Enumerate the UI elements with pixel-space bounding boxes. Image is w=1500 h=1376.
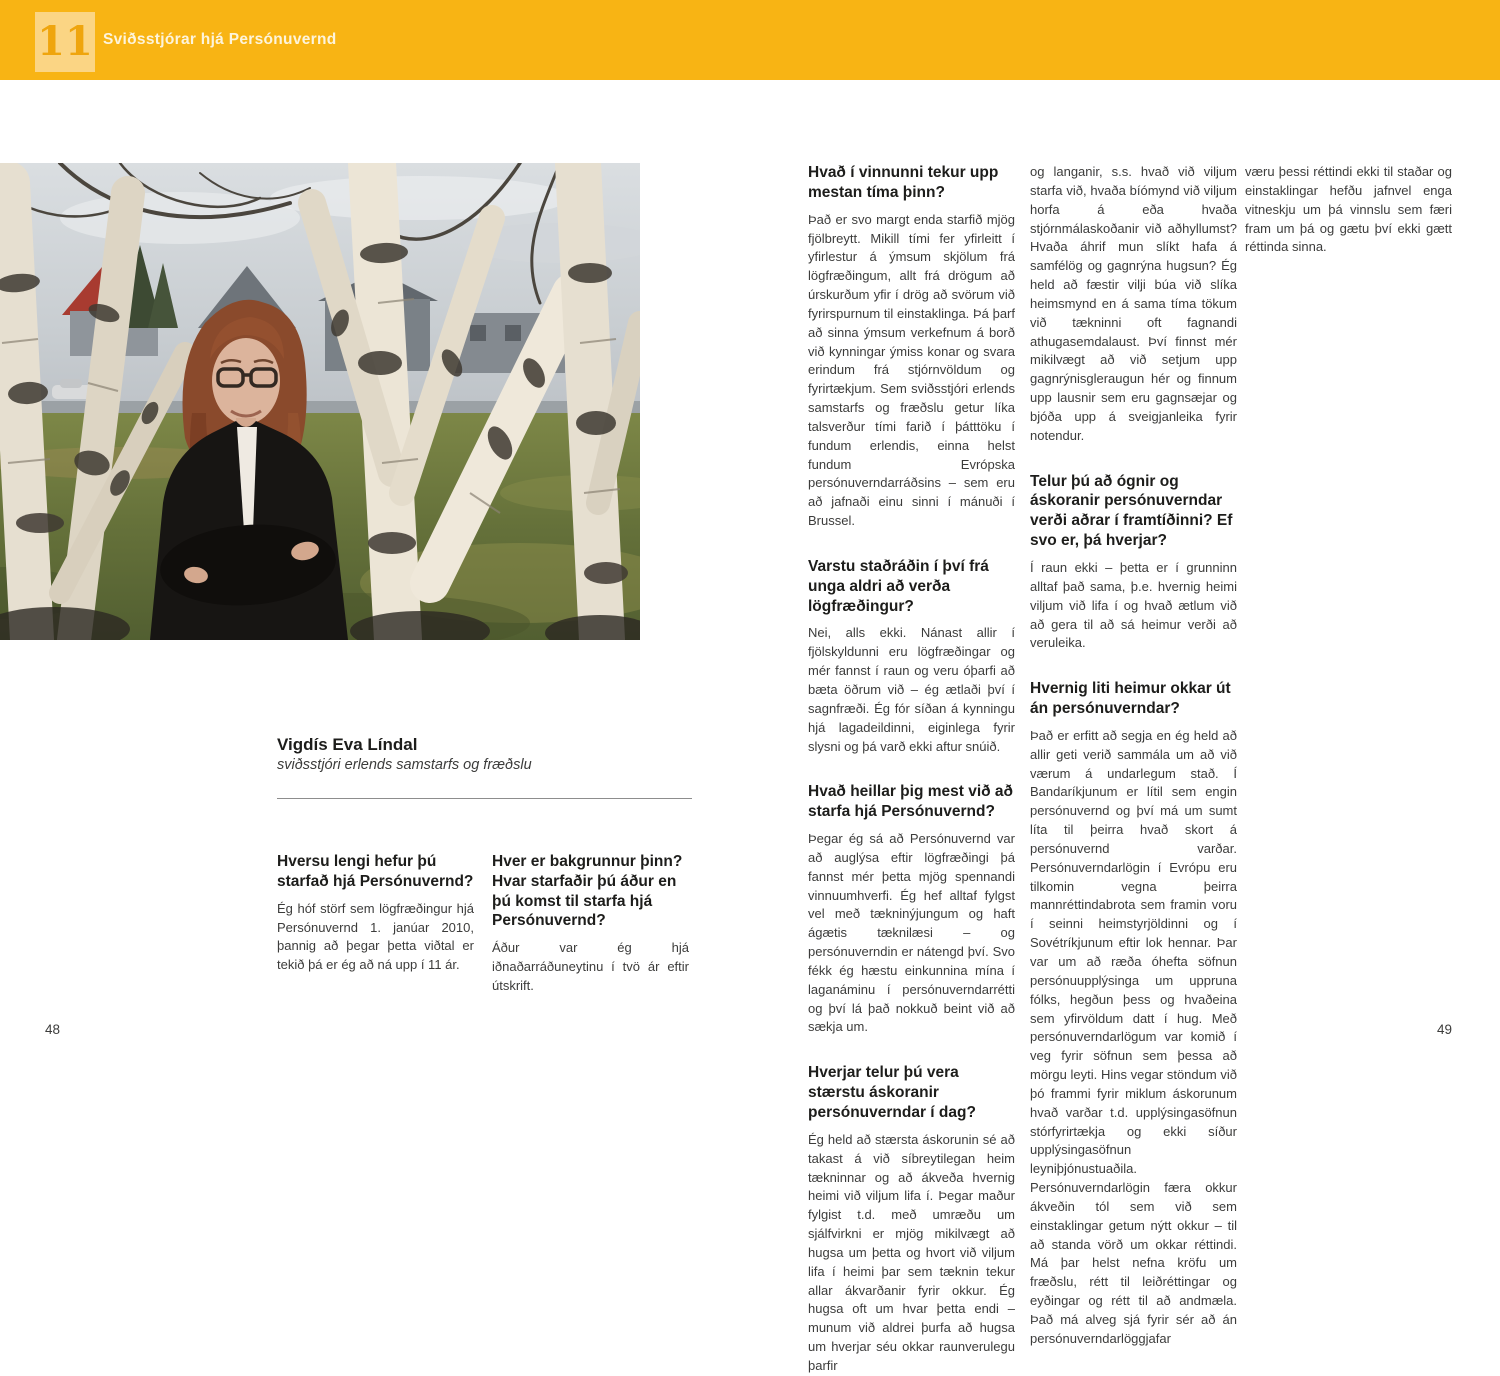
answer-paragraph: Ég held að stærsta áskorunin sé að takast á við síbreytilegan heim tækninnar og að ákveða hvernig heimi við viljum lifa í. Þegar maður fylgist t.d. með umræðu um sjálfvirkni er mjög mikilvægt að hugsa um þetta og hvort við viljum lifa í heimi þar sem tæknin tekur allar ákvarðanir fyrir okkur. Ég hugsa oft um hvar þetta endi – munum við aldrei þurfa að hugsa um hverjar séu okkar raunverulegu þarfir [808,1131,1015,1373]
qa-column-right-1 [808,163,1015,1376]
qa-column-right-2 [1030,163,1237,1349]
qa-column-right-3 [1245,163,1452,257]
question-heading: Varstu staðráðin í því frá unga aldri að verða lögfræðingur? [808,558,989,615]
person-name: Vigdís Eva Líndal [277,735,418,754]
question-heading: Hvernig liti heimur okkar út án persónuverndar? [1030,680,1231,718]
answer-paragraph: og langanir, s.s. hvað við viljum starfa við, hvaða bíómynd við viljum horfa á eða hvaða stjórnmálaskoðanir við aðhyllumst? Hvaða áhrif mun slíkt hafa á samfélög og gagnrýna hugsun? Ég held að fæstir vilji búa við slíka heimsmynd en á sama tíma tökum við tækninni oft fagnandi athugasemdalaust. Því finnst mér mikilvægt að við setjum upp gagnrýnisgleraugun hér og finnum upp lausnir sem eru gagnsæjar og bjóða upp á sveigjanleika fyrir notendur. [1030,164,1237,443]
portrait-photo-illustration [0,163,640,640]
person-role: sviðsstjóri erlends samstarfs og fræðslu [277,757,532,774]
answer-paragraph: Í raun ekki – þetta er í grunninn alltaf það sama, þ.e. hvernig heimi viljum við lifa í og hvað ætlum við að gera til að sá heimur verði að veruleika. [1030,559,1237,651]
question-heading: Telur þú að ógnir og áskoranir persónuverndar verði aðrar í framtíðinni? Ef svo er, þá hverjar? [1030,472,1233,550]
answer-paragraph: Ég hóf störf sem lögfræðingur hjá Persónuvernd 1. janúar 2010, þannig að þegar þetta viðtal er tekið þá er ég að ná upp í 11 ár. [277,900,474,973]
qa-column-left-1 [277,852,474,975]
photo-caption [277,735,697,799]
question-heading: Hversu lengi hefur þú starfað hjá Persónuvernd? [277,853,474,890]
caption-divider [277,798,692,799]
question-heading: Hver er bakgrunnur þinn? Hvar starfaðir þú áður en þú komst til starfa hjá Persónuvernd? [492,853,683,930]
answer-paragraph: Áður var ég hjá iðnaðarráðuneytinu í tvö ár eftir útskrift. [492,940,689,993]
question-heading: Hvað í vinnunni tekur upp mestan tíma þinn? [808,164,999,201]
answer-paragraph: Það er svo margt enda starfið mjög fjölbreytt. Mikill tími fer yfirleitt í yfirlestur á ýmsum skjölum frá lögfræðingum, allt frá drögum að úrskurðum yfir í drög að svörum við fyrirspurnum til einstaklinga. Þá þarf að sinna ýmsum verkefnum á borð við kynningar ýmiss konar og svara erindum frá stjórnvöldum og fyrirtækjum. Sem sviðsstjóri erlends samstarfs og fræðslu getur líka talsverður tími farið í þátttöku í fundum erlendis, einna helst fundum Evrópska persónuverndarráðsins – sem eru að jafnaði einu sinni í mánuði í Brussel. [808,211,1015,529]
page-number-left: 48 [45,1022,61,1037]
page-number-right: 49 [1437,1022,1453,1037]
qa-column-left-2 [492,852,689,996]
answer-paragraph: væru þessi réttindi ekki til staðar og einstaklingar hefðu jafnvel enga vitneskju um þá vinnslu sem færi fram um þá og gætu því ekki gætt réttinda sinna. [1245,164,1452,255]
chapter-header-bar [0,0,1500,80]
answer-paragraph: Nei, alls ekki. Nánast allir í fjölskyldunni eru lögfræðingar og mér fannst í raun og veru óþarfi að bæta öðrum við – ég ætlaði því í sagnfræði. Ég fór síðan á kynningu hjá lagadeildinni, eiginlega fyrir slysni og þá varð ekki aftur snúið. [808,625,1015,754]
answer-paragraph: Þegar ég sá að Persónuvernd var að auglýsa eftir lögfræðingi þá fannst mér þetta mjög spennandi vinnuumhverfi. Ég hef alltaf fylgst vel með tækninýjungum og haft ágætis tæknilæsi – og persónuverndin er nátengd því. Svo fékk ég hæstu einkunnina mína í laganáminu í persónuverndarrétti og því lá það nokkuð beint við að sækja um. [808,831,1015,1035]
portrait-photo [0,163,640,640]
question-heading: Hverjar telur þú vera stærstu áskoranir persónuverndar í dag? [808,1064,976,1121]
question-heading: Hvað heillar þig mest við að starfa hjá Persónuvernd? [808,783,1014,821]
chapter-number: 11 [37,18,93,65]
chapter-title: Sviðsstjórar hjá Persónuvernd [103,31,337,48]
answer-paragraph: Það er erfitt að segja en ég held að allir geti verið sammála um að við værum á undarlegum stað. Í Bandaríkjunum er lítil sem engin persónuvernd og því má um sumt líta til þeirra hvað skort á persónuvernd varðar. Persónuverndarlögin í Evrópu eru tilkomin vegna þeirra mannréttindabrota sem framin voru í seinni heimstyrjöldinni og í Sovétríkjunum eftir lok hennar. Þar var um að ræða óhefta söfnun persónuupplýsinga um uppruna fólks, hegðun þess og hvaðeina sem yfirvöldum datt í hug. Með persónuverndarlögum var komið í veg fyrir söfnun sem þessa að mörgu leyti. Hins vegar stöndum við þó frammi fyrir miklum áskorunum hvað varðar t.d. upplýsingasöfnun stórfyrirtækja og ekki síður upplýsingasöfnun leyniþjónustuaðila. Persónuverndarlögin færa okkur ákveðin tól sem við sem einstaklingar getum nýtt okkur – til að standa vörð um okkar réttindi. Má þar helst nefna kröfu um fræðslu, rétt til leiðréttingar og eyðingar og rétt til að andmæla. Það má alveg sjá fyrir sér að án persónuverndarlöggjafar [1030,727,1237,1346]
chapter-number-box [35,12,95,72]
